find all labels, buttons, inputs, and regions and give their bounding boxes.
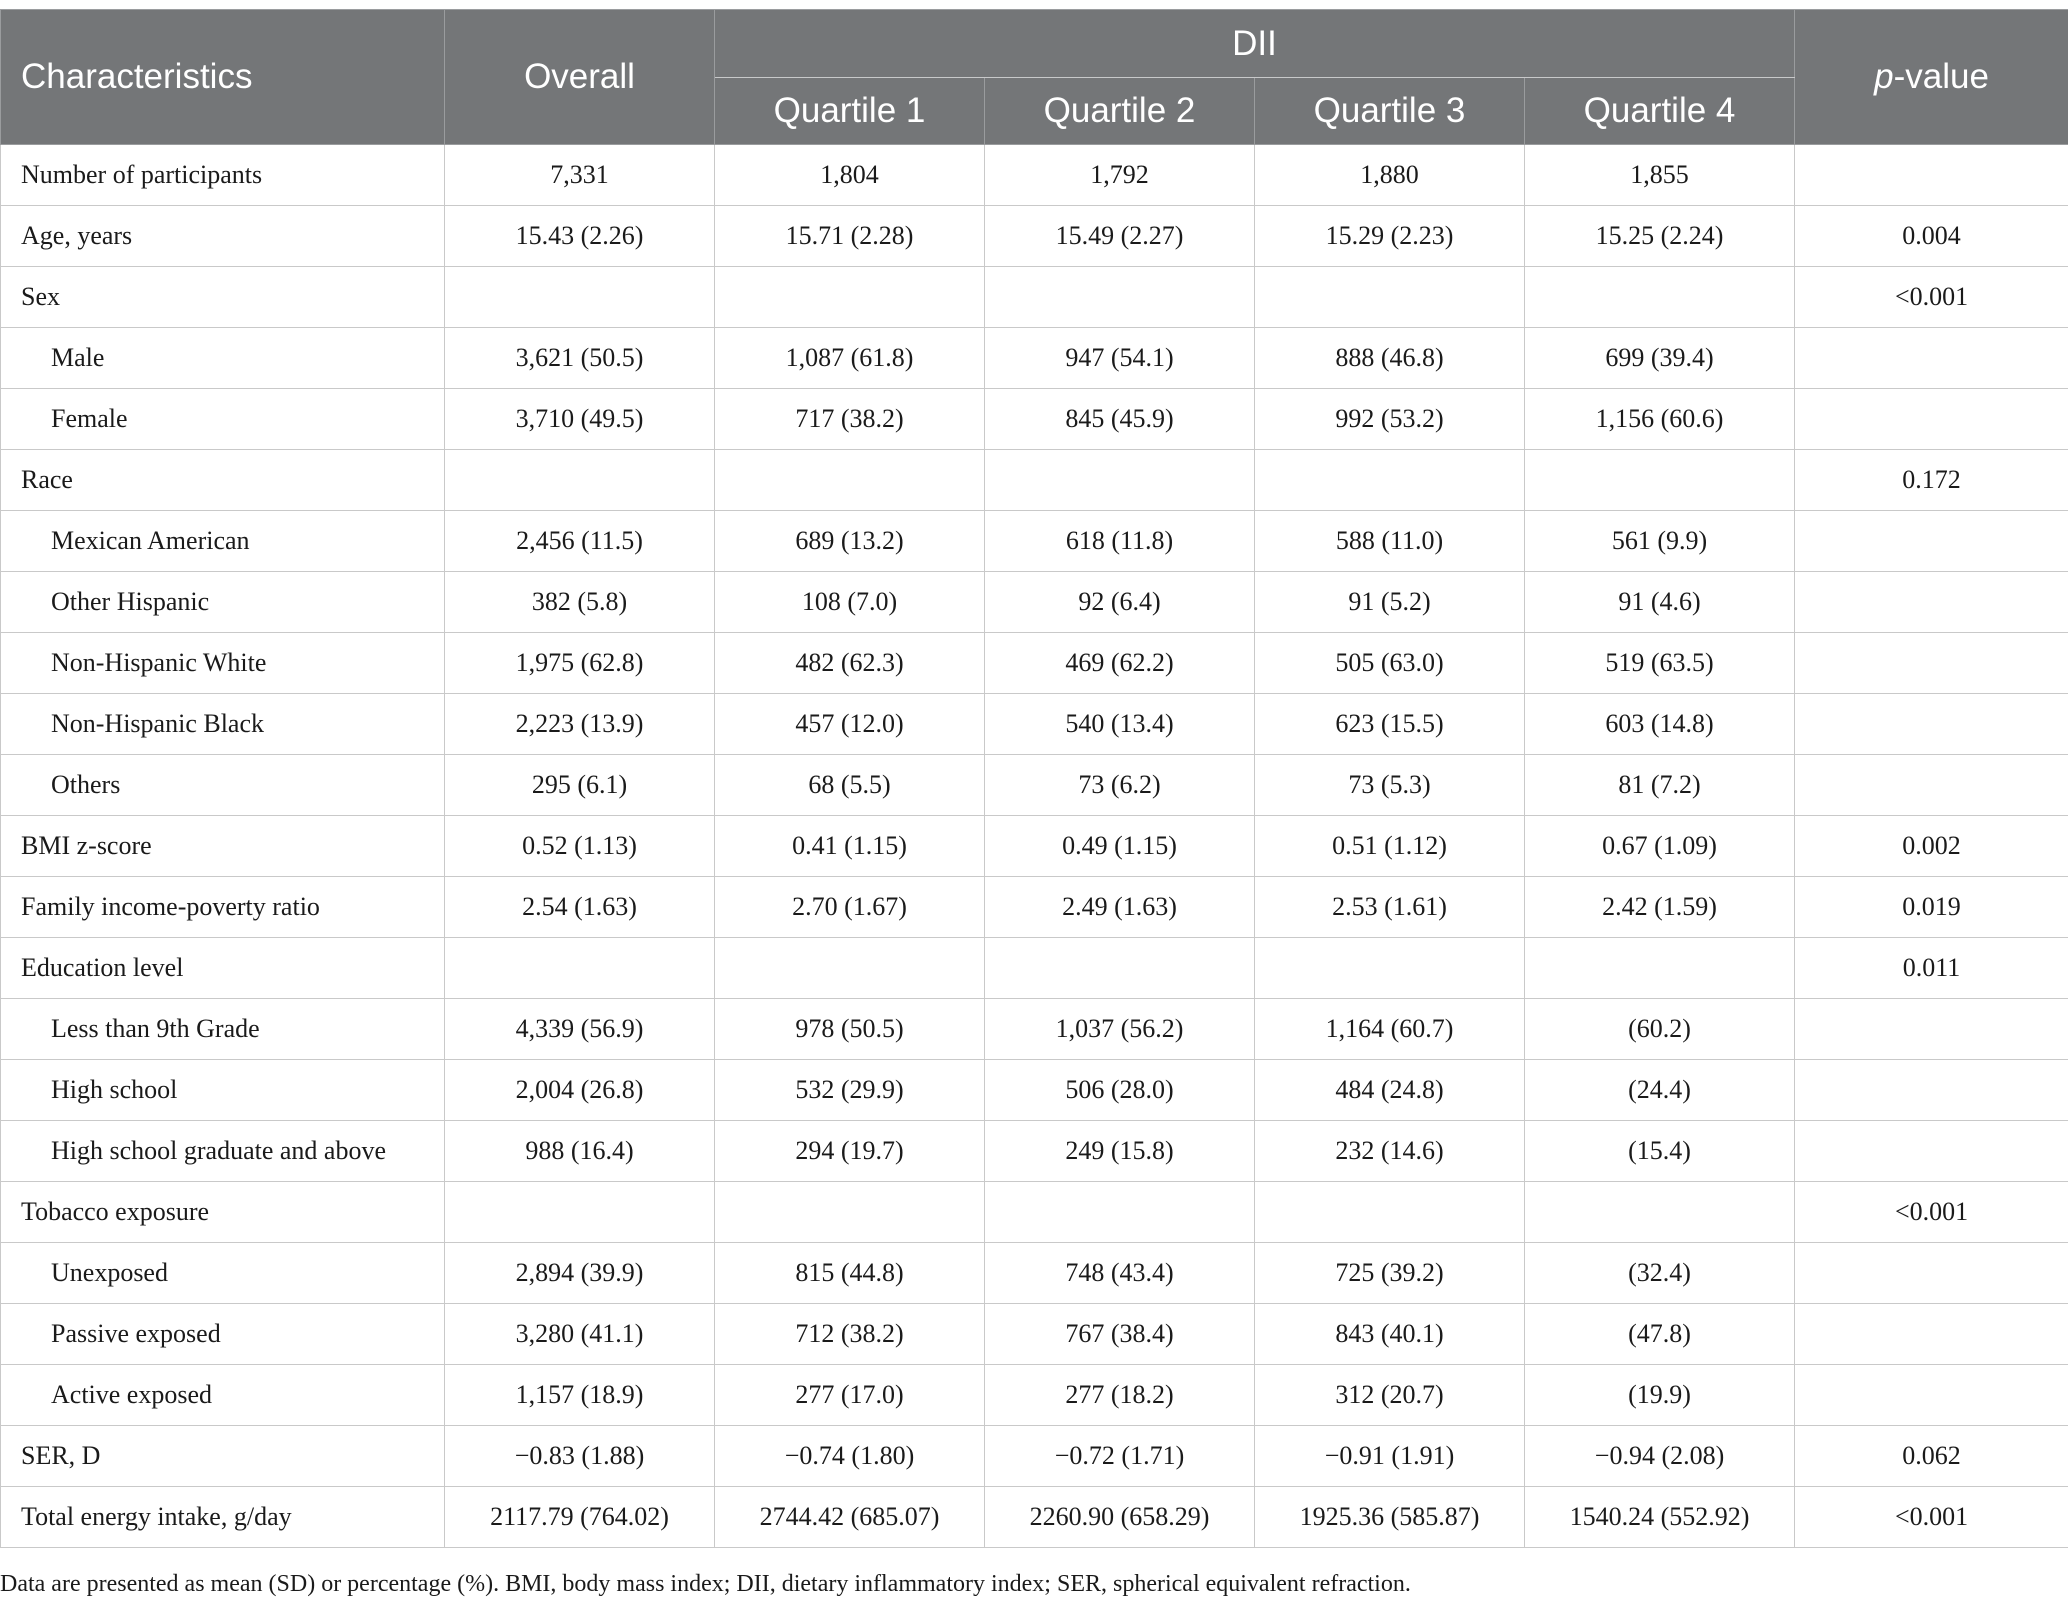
cell-quartile-3: 91 (5.2) — [1255, 572, 1525, 633]
cell-quartile-2: 15.49 (2.27) — [985, 206, 1255, 267]
cell-overall: 3,710 (49.5) — [445, 389, 715, 450]
cell-pvalue — [1795, 633, 2068, 694]
cell-quartile-3: 588 (11.0) — [1255, 511, 1525, 572]
header-quartile-4: Quartile 4 — [1525, 78, 1795, 145]
cell-quartile-1: 2744.42 (685.07) — [715, 1487, 985, 1548]
cell-overall: 2117.79 (764.02) — [445, 1487, 715, 1548]
header-pvalue-rest: -value — [1893, 57, 1989, 96]
table-row — [1, 694, 2068, 755]
cell-pvalue: 0.002 — [1795, 816, 2068, 877]
cell-pvalue — [1795, 694, 2068, 755]
row-sublabel: High school — [1, 1060, 445, 1121]
cell-pvalue: <0.001 — [1795, 1182, 2068, 1243]
row-sublabel: Less than 9th Grade — [1, 999, 445, 1060]
cell-quartile-4: 2.42 (1.59) — [1525, 877, 1795, 938]
row-label: Education level — [1, 938, 445, 999]
cell-quartile-1 — [715, 267, 985, 328]
cell-quartile-4 — [1525, 1182, 1795, 1243]
cell-quartile-2: 1,037 (56.2) — [985, 999, 1255, 1060]
cell-pvalue — [1795, 1060, 2068, 1121]
table-row — [1, 1426, 2068, 1487]
cell-pvalue — [1795, 999, 2068, 1060]
cell-quartile-2: 540 (13.4) — [985, 694, 1255, 755]
cell-quartile-2: 845 (45.9) — [985, 389, 1255, 450]
cell-quartile-2: 748 (43.4) — [985, 1243, 1255, 1304]
cell-quartile-1: 0.41 (1.15) — [715, 816, 985, 877]
cell-pvalue: 0.011 — [1795, 938, 2068, 999]
table-row — [1, 999, 2068, 1060]
header-row-1 — [1, 10, 2068, 78]
cell-quartile-3: 992 (53.2) — [1255, 389, 1525, 450]
row-label: SER, D — [1, 1426, 445, 1487]
cell-quartile-2: −0.72 (1.71) — [985, 1426, 1255, 1487]
cell-pvalue — [1795, 145, 2068, 206]
cell-quartile-3: 505 (63.0) — [1255, 633, 1525, 694]
cell-pvalue — [1795, 328, 2068, 389]
cell-quartile-1: 1,804 — [715, 145, 985, 206]
row-label: Age, years — [1, 206, 445, 267]
table-row — [1, 1060, 2068, 1121]
cell-quartile-4 — [1525, 938, 1795, 999]
row-label: Number of participants — [1, 145, 445, 206]
cell-quartile-4: −0.94 (2.08) — [1525, 1426, 1795, 1487]
cell-quartile-3: 623 (15.5) — [1255, 694, 1525, 755]
cell-quartile-2: 92 (6.4) — [985, 572, 1255, 633]
cell-quartile-3: 2.53 (1.61) — [1255, 877, 1525, 938]
cell-quartile-3: 1,880 — [1255, 145, 1525, 206]
cell-overall: 2,894 (39.9) — [445, 1243, 715, 1304]
table-row — [1, 328, 2068, 389]
table-row — [1, 1487, 2068, 1548]
table-row — [1, 389, 2068, 450]
cell-quartile-1: 277 (17.0) — [715, 1365, 985, 1426]
cell-quartile-1: −0.74 (1.80) — [715, 1426, 985, 1487]
cell-quartile-4 — [1525, 267, 1795, 328]
cell-overall — [445, 267, 715, 328]
cell-quartile-4: 0.67 (1.09) — [1525, 816, 1795, 877]
cell-overall: 15.43 (2.26) — [445, 206, 715, 267]
cell-overall: 1,975 (62.8) — [445, 633, 715, 694]
cell-pvalue — [1795, 1304, 2068, 1365]
row-sublabel: Unexposed — [1, 1243, 445, 1304]
cell-quartile-4 — [1525, 450, 1795, 511]
cell-overall: 2.54 (1.63) — [445, 877, 715, 938]
cell-quartile-1 — [715, 1182, 985, 1243]
cell-quartile-1: 108 (7.0) — [715, 572, 985, 633]
cell-overall — [445, 1182, 715, 1243]
header-quartile-1: Quartile 1 — [715, 78, 985, 145]
cell-quartile-3: 232 (14.6) — [1255, 1121, 1525, 1182]
characteristics-table — [0, 9, 2068, 1548]
cell-quartile-2 — [985, 938, 1255, 999]
cell-quartile-4: 519 (63.5) — [1525, 633, 1795, 694]
cell-overall: 295 (6.1) — [445, 755, 715, 816]
cell-pvalue: <0.001 — [1795, 1487, 2068, 1548]
cell-quartile-3: 484 (24.8) — [1255, 1060, 1525, 1121]
cell-quartile-1: 68 (5.5) — [715, 755, 985, 816]
cell-quartile-4: 91 (4.6) — [1525, 572, 1795, 633]
cell-pvalue: 0.019 — [1795, 877, 2068, 938]
cell-pvalue: 0.004 — [1795, 206, 2068, 267]
row-label: BMI z-score — [1, 816, 445, 877]
row-sublabel: Others — [1, 755, 445, 816]
table-row — [1, 206, 2068, 267]
cell-pvalue — [1795, 1365, 2068, 1426]
cell-quartile-4: 603 (14.8) — [1525, 694, 1795, 755]
row-sublabel: Female — [1, 389, 445, 450]
cell-overall: 0.52 (1.13) — [445, 816, 715, 877]
table-footnote: Data are presented as mean (SD) or percentage (%). BMI, body mass index; DII, dietary inflammatory index; SER, spherical equivalent refraction. — [0, 1571, 1411, 1597]
cell-quartile-1 — [715, 450, 985, 511]
cell-quartile-2 — [985, 267, 1255, 328]
header-quartile-2: Quartile 2 — [985, 78, 1255, 145]
table-row — [1, 755, 2068, 816]
header-characteristics: Characteristics — [1, 10, 445, 145]
cell-quartile-3: 843 (40.1) — [1255, 1304, 1525, 1365]
cell-quartile-4: (32.4) — [1525, 1243, 1795, 1304]
row-sublabel: Passive exposed — [1, 1304, 445, 1365]
header-pvalue — [1795, 10, 2068, 145]
row-sublabel: High school graduate and above — [1, 1121, 445, 1182]
cell-overall: 1,157 (18.9) — [445, 1365, 715, 1426]
cell-quartile-1 — [715, 938, 985, 999]
header-quartile-3: Quartile 3 — [1255, 78, 1525, 145]
table-row — [1, 511, 2068, 572]
cell-overall: 988 (16.4) — [445, 1121, 715, 1182]
cell-pvalue: 0.172 — [1795, 450, 2068, 511]
cell-quartile-4: (24.4) — [1525, 1060, 1795, 1121]
cell-overall — [445, 938, 715, 999]
cell-quartile-4: 699 (39.4) — [1525, 328, 1795, 389]
cell-quartile-4: 1540.24 (552.92) — [1525, 1487, 1795, 1548]
cell-quartile-2: 277 (18.2) — [985, 1365, 1255, 1426]
cell-quartile-4: (47.8) — [1525, 1304, 1795, 1365]
cell-overall: 3,280 (41.1) — [445, 1304, 715, 1365]
cell-quartile-1: 717 (38.2) — [715, 389, 985, 450]
cell-quartile-2: 249 (15.8) — [985, 1121, 1255, 1182]
table-row — [1, 145, 2068, 206]
cell-quartile-3: 888 (46.8) — [1255, 328, 1525, 389]
cell-overall: 3,621 (50.5) — [445, 328, 715, 389]
cell-quartile-2: 2.49 (1.63) — [985, 877, 1255, 938]
header-pvalue-italic: p — [1874, 57, 1894, 96]
row-label: Family income-poverty ratio — [1, 877, 445, 938]
table-body — [1, 145, 2068, 1548]
cell-pvalue — [1795, 572, 2068, 633]
cell-quartile-3: 1,164 (60.7) — [1255, 999, 1525, 1060]
cell-quartile-3: 1925.36 (585.87) — [1255, 1487, 1525, 1548]
table-row — [1, 1182, 2068, 1243]
row-label: Total energy intake, g/day — [1, 1487, 445, 1548]
table-row — [1, 877, 2068, 938]
cell-quartile-1: 482 (62.3) — [715, 633, 985, 694]
cell-overall: 2,004 (26.8) — [445, 1060, 715, 1121]
table-row — [1, 572, 2068, 633]
table-row — [1, 450, 2068, 511]
cell-quartile-3: 312 (20.7) — [1255, 1365, 1525, 1426]
cell-overall: 2,456 (11.5) — [445, 511, 715, 572]
cell-pvalue — [1795, 1121, 2068, 1182]
cell-quartile-3: 0.51 (1.12) — [1255, 816, 1525, 877]
cell-pvalue — [1795, 511, 2068, 572]
table-row — [1, 267, 2068, 328]
cell-quartile-1: 294 (19.7) — [715, 1121, 985, 1182]
cell-quartile-3 — [1255, 267, 1525, 328]
cell-quartile-4: (60.2) — [1525, 999, 1795, 1060]
cell-quartile-1: 815 (44.8) — [715, 1243, 985, 1304]
cell-overall: 382 (5.8) — [445, 572, 715, 633]
table-row — [1, 1121, 2068, 1182]
cell-quartile-2: 767 (38.4) — [985, 1304, 1255, 1365]
table-row — [1, 633, 2068, 694]
cell-quartile-4: (15.4) — [1525, 1121, 1795, 1182]
row-sublabel: Mexican American — [1, 511, 445, 572]
cell-quartile-2 — [985, 1182, 1255, 1243]
row-label: Tobacco exposure — [1, 1182, 445, 1243]
cell-quartile-1: 15.71 (2.28) — [715, 206, 985, 267]
cell-pvalue — [1795, 1243, 2068, 1304]
cell-pvalue: 0.062 — [1795, 1426, 2068, 1487]
cell-overall: 4,339 (56.9) — [445, 999, 715, 1060]
cell-pvalue — [1795, 389, 2068, 450]
cell-quartile-1: 532 (29.9) — [715, 1060, 985, 1121]
row-sublabel: Active exposed — [1, 1365, 445, 1426]
cell-quartile-1: 689 (13.2) — [715, 511, 985, 572]
cell-quartile-3 — [1255, 938, 1525, 999]
row-label: Race — [1, 450, 445, 511]
header-dii-group: DII — [715, 10, 1795, 78]
row-sublabel: Male — [1, 328, 445, 389]
cell-quartile-4: (19.9) — [1525, 1365, 1795, 1426]
cell-overall: −0.83 (1.88) — [445, 1426, 715, 1487]
table-row — [1, 1243, 2068, 1304]
table-container — [0, 9, 2068, 1548]
cell-quartile-3 — [1255, 1182, 1525, 1243]
cell-quartile-1: 978 (50.5) — [715, 999, 985, 1060]
cell-quartile-1: 457 (12.0) — [715, 694, 985, 755]
cell-quartile-3: −0.91 (1.91) — [1255, 1426, 1525, 1487]
table-header — [1, 10, 2068, 145]
cell-quartile-2 — [985, 450, 1255, 511]
cell-overall — [445, 450, 715, 511]
cell-quartile-1: 2.70 (1.67) — [715, 877, 985, 938]
table-row — [1, 1365, 2068, 1426]
row-label: Sex — [1, 267, 445, 328]
cell-overall: 7,331 — [445, 145, 715, 206]
cell-quartile-2: 947 (54.1) — [985, 328, 1255, 389]
cell-quartile-2: 506 (28.0) — [985, 1060, 1255, 1121]
cell-quartile-3: 725 (39.2) — [1255, 1243, 1525, 1304]
table-row — [1, 1304, 2068, 1365]
cell-quartile-4: 1,855 — [1525, 145, 1795, 206]
cell-quartile-3 — [1255, 450, 1525, 511]
cell-quartile-3: 15.29 (2.23) — [1255, 206, 1525, 267]
cell-quartile-3: 73 (5.3) — [1255, 755, 1525, 816]
cell-quartile-4: 1,156 (60.6) — [1525, 389, 1795, 450]
cell-quartile-1: 1,087 (61.8) — [715, 328, 985, 389]
cell-pvalue — [1795, 755, 2068, 816]
cell-quartile-2: 618 (11.8) — [985, 511, 1255, 572]
cell-overall: 2,223 (13.9) — [445, 694, 715, 755]
cell-quartile-4: 561 (9.9) — [1525, 511, 1795, 572]
row-sublabel: Non-Hispanic Black — [1, 694, 445, 755]
row-sublabel: Other Hispanic — [1, 572, 445, 633]
header-overall: Overall — [445, 10, 715, 145]
cell-pvalue: <0.001 — [1795, 267, 2068, 328]
cell-quartile-2: 469 (62.2) — [985, 633, 1255, 694]
cell-quartile-1: 712 (38.2) — [715, 1304, 985, 1365]
cell-quartile-2: 1,792 — [985, 145, 1255, 206]
row-sublabel: Non-Hispanic White — [1, 633, 445, 694]
table-row — [1, 816, 2068, 877]
cell-quartile-2: 0.49 (1.15) — [985, 816, 1255, 877]
table-row — [1, 938, 2068, 999]
cell-quartile-4: 81 (7.2) — [1525, 755, 1795, 816]
cell-quartile-4: 15.25 (2.24) — [1525, 206, 1795, 267]
cell-quartile-2: 73 (6.2) — [985, 755, 1255, 816]
cell-quartile-2: 2260.90 (658.29) — [985, 1487, 1255, 1548]
